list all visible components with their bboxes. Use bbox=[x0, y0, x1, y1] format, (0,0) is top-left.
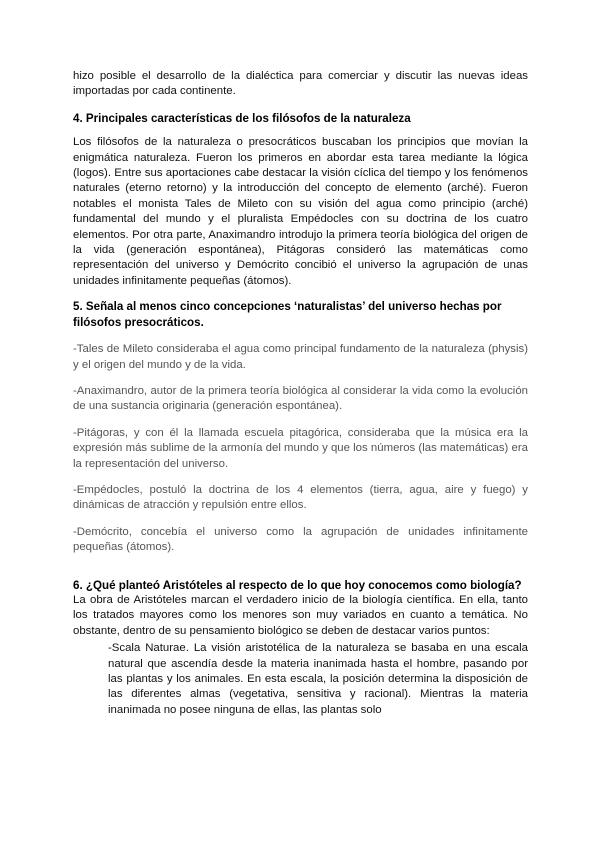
scala-naturae-item: -Scala Naturae. La visión aristotélica de la naturaleza se basaba en una escala natural que ascendía desde la materia inanimada hasta el hombre, pasando por las plantas y los animales. En esta escala, la posición determina la disposición de las diferentes almas (vegetativa, sensitiva y racional). Mientras la materia inanimada no posee ninguna de ellas, las plantas solo bbox=[108, 642, 528, 716]
section-6-paragraph: La obra de Aristóteles marcan el verdadero inicio de la biología científica. En ella, tanto los tratados mayores como los menores son muy variados en cuanto a temática. No obstante, dentro de su pensamiento biológico se deben de destacar varios puntos: bbox=[73, 593, 528, 637]
section-6-heading: 6. ¿Qué planteó Aristóteles al respecto de lo que hoy conocemos como biología? bbox=[73, 578, 522, 592]
list-item: -Tales de Mileto consideraba el agua como principal fundamento de la naturaleza (physis) y el origen del mundo y de la vida. bbox=[73, 343, 528, 371]
intro-paragraph-tail: hizo posible el desarrollo de la dialéctica para comerciar y discutir las nuevas ideas importadas por cada continente. bbox=[73, 70, 528, 98]
section-4-paragraph: Los filósofos de la naturaleza o presocráticos buscaban los principios que movían la enigmática naturaleza. Fueron los primeros en abordar esta tarea mediante la lógica (logos). Entre sus aportaciones cabe destacar la visión cíclica del tiempo y los fenómenos naturales (eterno retorno) y la introducción del concepto de elemento (arché). Fueron notables el monista Tales de Mileto con su visión del agua como principio (arché) fundamental del mundo y el pluralista Empédocles con su doctrina de los cuatro elementos. Por otra parte, Anaximandro introdujo la primera teoría biológica del origen de la vida (generación espontánea), Pitágoras consideró las matemáticas como representación del universo y Demócrito concibió el universo la agrupación de unas unidades infinitamente pequeñas (átomos). bbox=[73, 136, 528, 287]
list-item: -Empédocles, postuló la doctrina de los 4 elementos (tierra, agua, aire y fuego) y dinámicas de atracción y repulsión entre ellos. bbox=[73, 483, 528, 512]
list-item: -Pitágoras, y con él la llamada escuela pitagórica, consideraba que la música era la expresión más sublime de la armonía del mundo y que los números (las matemáticas) era la representación del universo. bbox=[73, 426, 528, 470]
section-4-heading: 4. Principales características de los filósofos de la naturaleza bbox=[73, 111, 411, 125]
list-item: -Anaximandro, autor de la primera teoría biológica al considerar la vida como la evolución de una sustancia originaria (generación espontánea). bbox=[73, 384, 528, 413]
document-content bbox=[73, 69, 528, 718]
section-5-heading: 5. Señala al menos cinco concepciones ‘naturalistas’ del universo hechas por filósofos presocráticos. bbox=[73, 300, 502, 329]
list-item: -Demócrito, concebía el universo como la agrupación de unidades infinitamente pequeñas (átomos). bbox=[73, 525, 528, 554]
